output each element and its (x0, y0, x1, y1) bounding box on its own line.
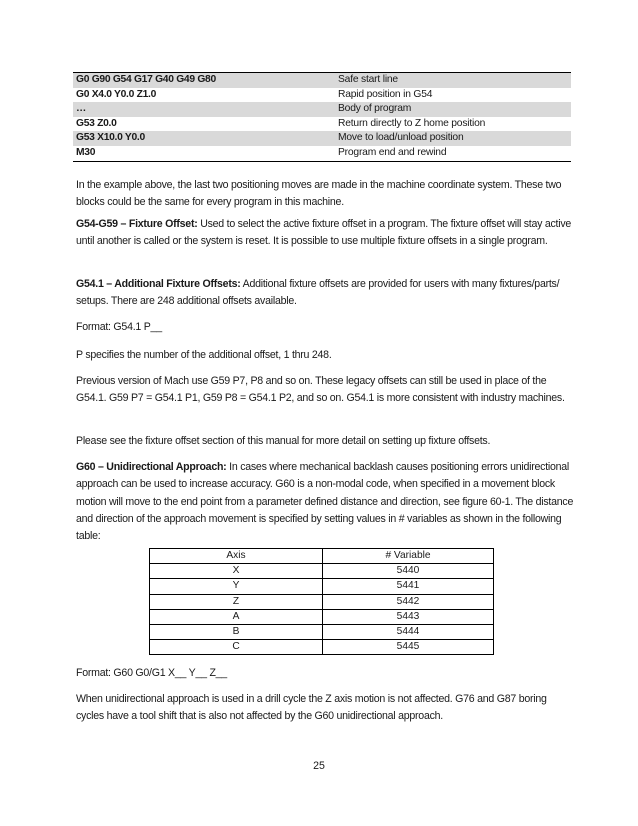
code-cell: M30 (76, 146, 96, 158)
table-header-row (150, 549, 494, 564)
paragraph-legacy-offsets: Previous version of Mach use G59 P7, P8 and so on. These legacy offsets can still be used in place of the G54.1. G59 P7 = G54.1 P1, G59 P8 = G54.1 P2, and so on. G54.1 is more consistent with industry machines. (76, 375, 565, 405)
code-cell: G53 Z0.0 (76, 117, 117, 129)
axis-cell: A (150, 609, 323, 624)
table-row (73, 131, 571, 146)
table-row (150, 625, 494, 640)
table-row (150, 609, 494, 624)
paragraph-format-g60: Format: G60 G0/G1 X__ Y__ Z__ (76, 667, 227, 679)
description-cell: Rapid position in G54 (338, 88, 433, 100)
page-number: 25 (313, 760, 325, 772)
variable-cell: 5440 (323, 564, 494, 579)
variable-cell: 5445 (323, 640, 494, 655)
axis-cell: Z (150, 594, 323, 609)
variable-cell: 5444 (323, 625, 494, 640)
code-cell: … (76, 103, 86, 115)
paragraph-unidirectional (76, 459, 576, 545)
axis-cell: Y (150, 579, 323, 594)
variable-cell: 5441 (323, 579, 494, 594)
g-code-example-table (73, 72, 571, 162)
axis-cell: B (150, 625, 323, 640)
table-row (73, 73, 571, 88)
table-row (73, 102, 571, 117)
description-cell: Program end and rewind (338, 146, 447, 158)
description-cell: Body of program (338, 103, 412, 115)
code-cell: G53 X10.0 Y0.0 (76, 132, 145, 144)
table-row (73, 146, 571, 161)
description-cell: Safe start line (338, 74, 398, 85)
paragraph-fixture-offset (76, 216, 576, 251)
table-row (73, 88, 571, 103)
paragraph-additional-offsets (76, 276, 576, 311)
paragraph-body: Additional fixture offsets are provided for users with many fixtures/parts/ setups. There are 248 additional offsets available. (76, 278, 560, 308)
paragraph-example-note: In the example above, the last two positioning moves are made in the machine coordinate system. These two blocks could be the same for every program in this machine. (76, 179, 562, 209)
variable-cell: 5443 (323, 609, 494, 624)
table-row (73, 117, 571, 132)
column-header: Axis (150, 549, 323, 564)
table-row (150, 579, 494, 594)
section-heading: G54-G59 – Fixture Offset: (76, 218, 198, 230)
paragraph-drill-cycle-note: When unidirectional approach is used in a drill cycle the Z axis motion is not affected. G76 and G87 boring cycles have a tool shift that is also not affected by the G60 unidirectional approach. (76, 693, 547, 723)
section-heading: G54.1 – Additional Fixture Offsets: (76, 278, 241, 290)
table-row (150, 564, 494, 579)
code-cell: G0 X4.0 Y0.0 Z1.0 (76, 88, 157, 100)
description-cell: Move to load/unload position (338, 132, 464, 144)
axis-cell: C (150, 640, 323, 655)
code-cell: G0 G90 G54 G17 G40 G49 G80 (76, 74, 216, 85)
paragraph-see-section: Please see the fixture offset section of this manual for more detail on setting up fixture offsets. (76, 435, 491, 447)
description-cell: Return directly to Z home position (338, 117, 486, 129)
section-heading: G60 – Unidirectional Approach: (76, 461, 227, 473)
paragraph-format-g54-1: Format: G54.1 P__ (76, 321, 162, 333)
table-row (150, 594, 494, 609)
axis-cell: X (150, 564, 323, 579)
axis-variable-table (149, 548, 494, 655)
paragraph-body: In cases where mechanical backlash causes positioning errors unidirectional approach can be used to increase accuracy. G60 is a non-modal code, when specified in a movement block motion will move to the end point from a parameter defined distance and direction, see figure 60-1. The distance and direction of the approach movement is specified by setting values in # variables as shown in the following table: (76, 461, 574, 543)
variable-cell: 5442 (323, 594, 494, 609)
table-row (150, 640, 494, 655)
paragraph-p-specifies: P specifies the number of the additional offset, 1 thru 248. (76, 349, 332, 361)
column-header: # Variable (323, 549, 494, 564)
paragraph-body: Used to select the active fixture offset in a program. The fixture offset will stay active until another is called or the system is reset. It is possible to use multiple fixture offsets in a single program. (76, 218, 572, 248)
